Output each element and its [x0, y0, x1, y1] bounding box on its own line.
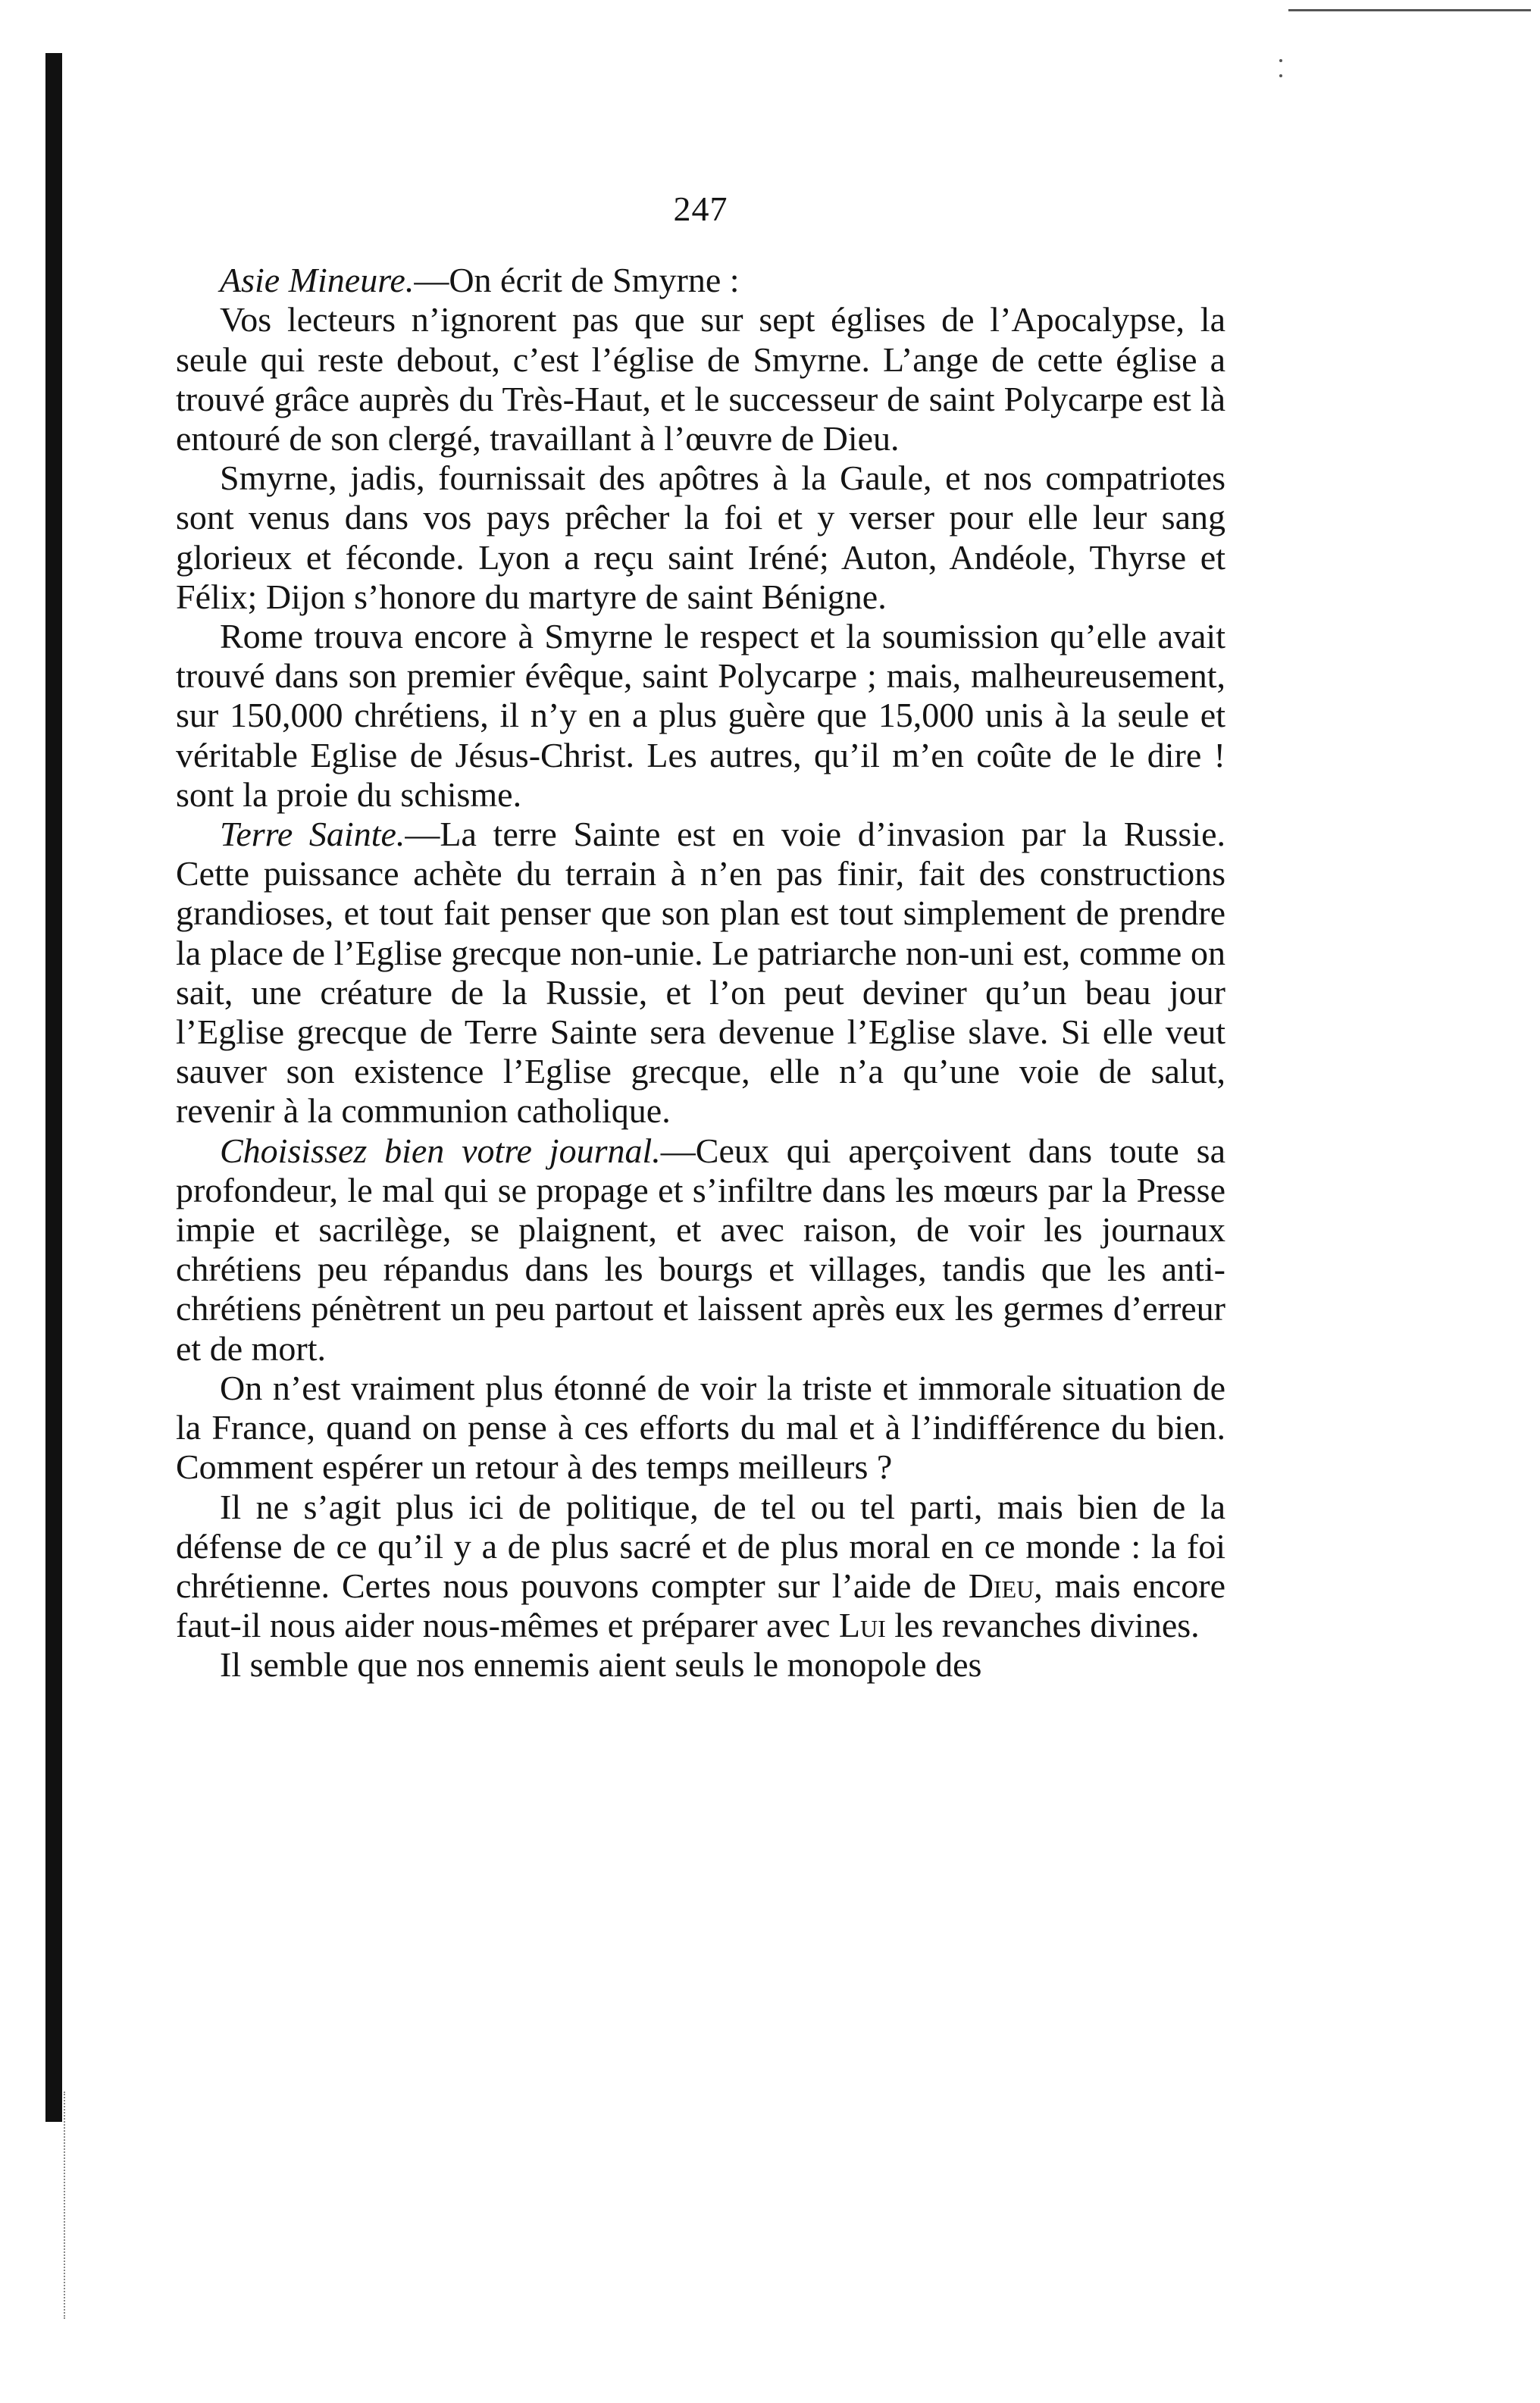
paragraph-last-line: [176, 1645, 1225, 1685]
margin-mark: [1279, 74, 1282, 77]
small-caps-word: Dieu: [968, 1566, 1034, 1605]
small-caps-word: Lui: [838, 1606, 886, 1645]
page-text: [176, 189, 1225, 1685]
paragraph-text: On n’est vraiment plus étonné de voir la triste et immorale situation de la France, quand on pense à ces efforts du mal et à l’indifférence du bien. Comment espérer un retour à des temps meilleurs ?: [176, 1368, 1225, 1487]
binding-dots: [64, 2092, 67, 2319]
paragraph-choisissez: [176, 1131, 1225, 1369]
paragraph-text: Il semble que nos ennemis aient seuls le monopole des: [220, 1645, 982, 1685]
paragraph: [176, 300, 1225, 458]
paragraph-text: Rome trouva encore à Smyrne le respect et la soumission qu’elle avait trouvé dans son premier évêque, saint Polycarpe ; mais, malheureusement, sur 150,000 chrétiens, il n’y en a plus guère que 15,000 unis à la seule et véritable Eglise de Jésus-Christ. Les autres, qu’il m’en coûte de le dire ! sont la proie du schisme.: [176, 617, 1225, 814]
paragraph-text: , mais encore faut-il nous aider nous-mêmes et préparer avec: [176, 1566, 1225, 1645]
paragraph-text: Vos lecteurs n’ignorent pas que sur sept églises de l’Apocalypse, la seule qui reste debout, c’est l’église de Smyrne. L’ange de cette église a trouvé grâce auprès du Très-Haut, et le successeur de saint Polycarpe est là entouré de son clergé, travaillant à l’œuvre de Dieu.: [176, 300, 1225, 458]
section-heading: Choisissez bien votre journal.: [220, 1131, 661, 1170]
paragraph-asie-mineure: [176, 261, 1225, 300]
paragraph-text: —Ceux qui aperçoivent dans toute sa profondeur, le mal qui se propage et s’infiltre dans les mœurs par la Presse impie et sacrilège, se plaignent, et avec raison, de voir les journaux chrétiens peu répandus dans les bourgs et villages, tandis que les anti-chrétiens pénètrent un peu partout et laissent après eux les germes d’erreur et de mort.: [176, 1131, 1226, 1368]
paragraph-text: Il ne s’agit plus ici de politique, de tel ou tel parti, mais bien de la défense de ce qu’il y a de plus sacré et de plus moral en ce monde : la foi chrétienne. Certes nous pouvons compter sur l’aide de: [176, 1487, 1225, 1605]
paragraph-terre-sainte: [176, 815, 1225, 1131]
top-rule: [1288, 9, 1531, 11]
paragraph: [176, 1488, 1225, 1646]
paragraph: [176, 1369, 1225, 1488]
binding-edge: [45, 53, 62, 2122]
paragraph-text: les revanches divines.: [885, 1606, 1200, 1645]
paragraph-text: Smyrne, jadis, fournissait des apôtres à la Gaule, et nos compatriotes sont venus dans vos pays prêcher la foi et y verser pour elle leur sang glorieux et féconde. Lyon a reçu saint Iréné; Auton, Andéole, Thyrse et Félix; Dijon s’honore du martyre de saint Bénigne.: [176, 458, 1225, 616]
page-number: 247: [673, 189, 728, 228]
section-heading: Asie Mineure.: [220, 261, 415, 300]
paragraph-text: —On écrit de Smyrne :: [414, 261, 740, 300]
paragraph: [176, 617, 1225, 815]
margin-mark: [1279, 59, 1282, 62]
section-heading: Terre Sainte.: [220, 815, 405, 854]
paragraph: [176, 458, 1225, 617]
paragraph-text: —La terre Sainte est en voie d’invasion par la Russie. Cette puissance achète du terrain à n’en pas finir, fait des constructions grandioses, et tout fait penser que son plan est tout simplement de prendre la place de l’Eglise grecque non-unie. Le patriarche non-uni est, comme on sait, une créature de la Russie, et l’on peut deviner qu’un beau jour l’Eglise grecque de Terre Sainte sera devenue l’Eglise slave. Si elle veut sauver son existence l’Eglise grecque, elle n’a qu’une voie de salut, revenir à la communion catholique.: [176, 815, 1225, 1131]
